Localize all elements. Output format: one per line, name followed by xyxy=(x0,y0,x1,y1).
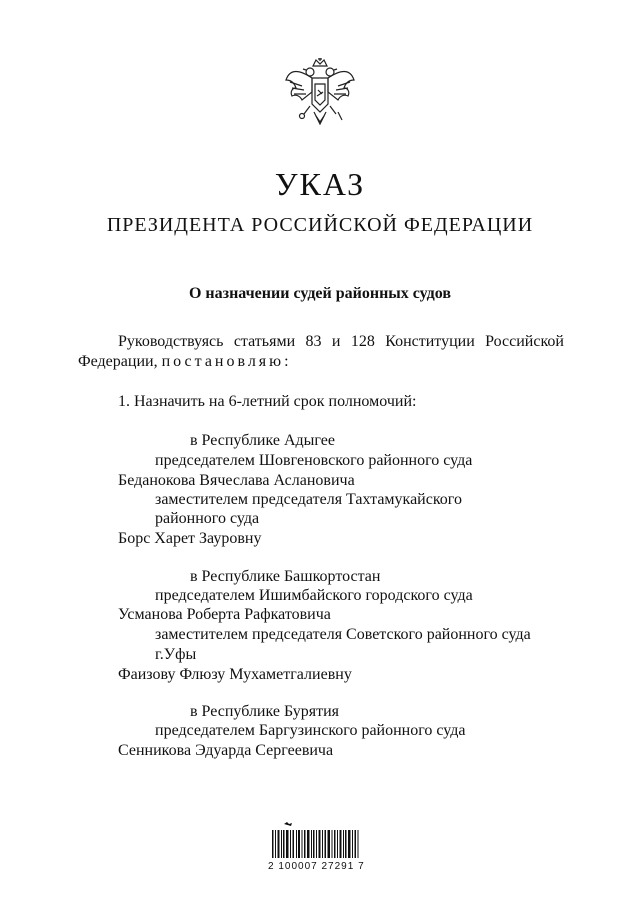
preamble-word: Руководствуясь xyxy=(118,333,224,350)
preamble-word: 128 xyxy=(350,333,375,350)
preamble-word: Федерации, xyxy=(78,353,158,370)
position-line: районного суда xyxy=(155,510,260,527)
preamble-line-1 xyxy=(118,332,564,352)
preamble-word: 83 xyxy=(305,333,322,350)
position-line: председателем Баргузинского районного суда xyxy=(155,722,466,739)
region-heading: в Республике Бурятия xyxy=(190,703,340,720)
preamble-word: Конституции xyxy=(385,333,475,350)
barcode-icon xyxy=(270,822,362,860)
appointee-name: Сенникова Эдуарда Сергеевича xyxy=(118,742,334,759)
appointee-name: Усманова Роберта Рафкатовича xyxy=(118,606,331,623)
item-1: 1. Назначить на 6-летний срок полномочий: xyxy=(118,393,417,410)
position-line: г.Уфы xyxy=(155,646,197,663)
preamble-paragraph xyxy=(118,332,564,352)
coat-of-arms-icon xyxy=(280,58,360,138)
preamble-word: и xyxy=(331,333,341,350)
appointee-name: Фаизову Флюзу Мухаметгалиевну xyxy=(118,666,352,683)
region-heading: в Республике Адыгее xyxy=(190,432,335,449)
appointee-name: Борс Харет Зауровну xyxy=(118,530,262,547)
position-line: заместителем председателя Советского районного суда xyxy=(155,626,531,643)
position-line: председателем Ишимбайского городского суда xyxy=(155,587,473,604)
position-line: заместителем председателя Тахтамукайского xyxy=(155,491,462,508)
appointee-name: Беданокова Вячеслава Аслановича xyxy=(118,472,355,489)
region-heading: в Республике Башкортостан xyxy=(190,568,381,585)
position-line: председателем Шовгеновского районного суда xyxy=(155,452,473,469)
preamble-decree-word: постановляю: xyxy=(161,353,292,370)
issuer-subtitle: ПРЕЗИДЕНТА РОССИЙСКОЙ ФЕДЕРАЦИИ xyxy=(106,214,534,236)
preamble-line-2 xyxy=(78,352,292,372)
barcode-number: 2 100007 27291 7 xyxy=(268,861,365,872)
document-type-title: УКАЗ xyxy=(274,166,366,202)
preamble-word: Российской xyxy=(485,333,564,350)
preamble-word: статьями xyxy=(233,333,296,350)
decree-heading: О назначении судей районных судов xyxy=(188,285,451,302)
